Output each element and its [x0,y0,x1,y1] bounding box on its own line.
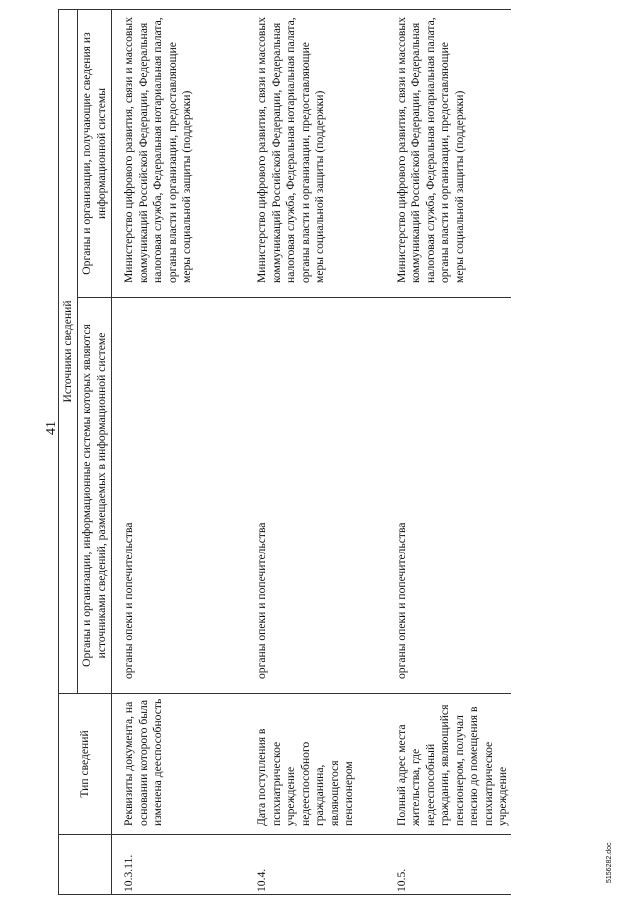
info-source: органы опеки и попечительства [395,298,511,694]
info-type: Дата поступления в психиатрическое учреждение недееспособного гражданина, являющегося пенсионером [255,694,356,835]
info-recipients: Министерство цифрового развития, связи и массовых коммуникаций Российской Федерации, Федеральная налоговая служба, Федеральная нотариальная палата, органы власти и организации, предоставляющие меры социальной защиты (поддержки) [255,9,356,297]
info-recipients: Министерство цифрового развития, связи и массовых коммуникаций Российской Федерации, Федеральная налоговая служба, Федеральная нотариальная палата, органы власти и организации, предоставляющие меры социальной защиты (поддержки) [395,9,511,297]
info-type: Полный адрес места жительства, где недееспособный гражданин, являющийся пенсионером, получал пенсию до помещения в психиатрическое учреждение [395,694,511,835]
col-header-type: Тип сведений [59,694,112,835]
info-source: органы опеки и попечительства [112,298,218,694]
document-file-code: 5156282.doc [606,842,613,883]
table-row [112,9,218,894]
info-type: Реквизиты документа, на основании которого была изменена дееспособность [112,694,218,835]
col-header-sources-group: Источники сведений [59,9,78,693]
info-recipients: Министерство цифрового развития, связи и массовых коммуникаций Российской Федерации, Федеральная налоговая служба, Федеральная нотариальная палата, органы власти и организации, предоставляющие меры социальной защиты (поддержки) [112,9,218,297]
row-number: 10.4. [255,835,356,895]
row-number: 10.5. [395,835,511,895]
info-sources-table [58,9,511,895]
col-header-number [59,835,112,895]
table-row [255,9,356,894]
row-spacer [217,9,255,894]
col-header-source-systems: Органы и организации, информационные системы которых являются источниками сведений, размещаемых в информационной системе [78,298,112,694]
col-header-recipients: Органы и организации, получающие сведения из информационной системы [78,9,112,297]
table-row [395,9,511,894]
row-spacer [357,9,395,894]
info-source: органы опеки и попечительства [255,298,356,694]
row-number: 10.3.11. [112,835,218,895]
page-number: 41 [44,421,59,435]
